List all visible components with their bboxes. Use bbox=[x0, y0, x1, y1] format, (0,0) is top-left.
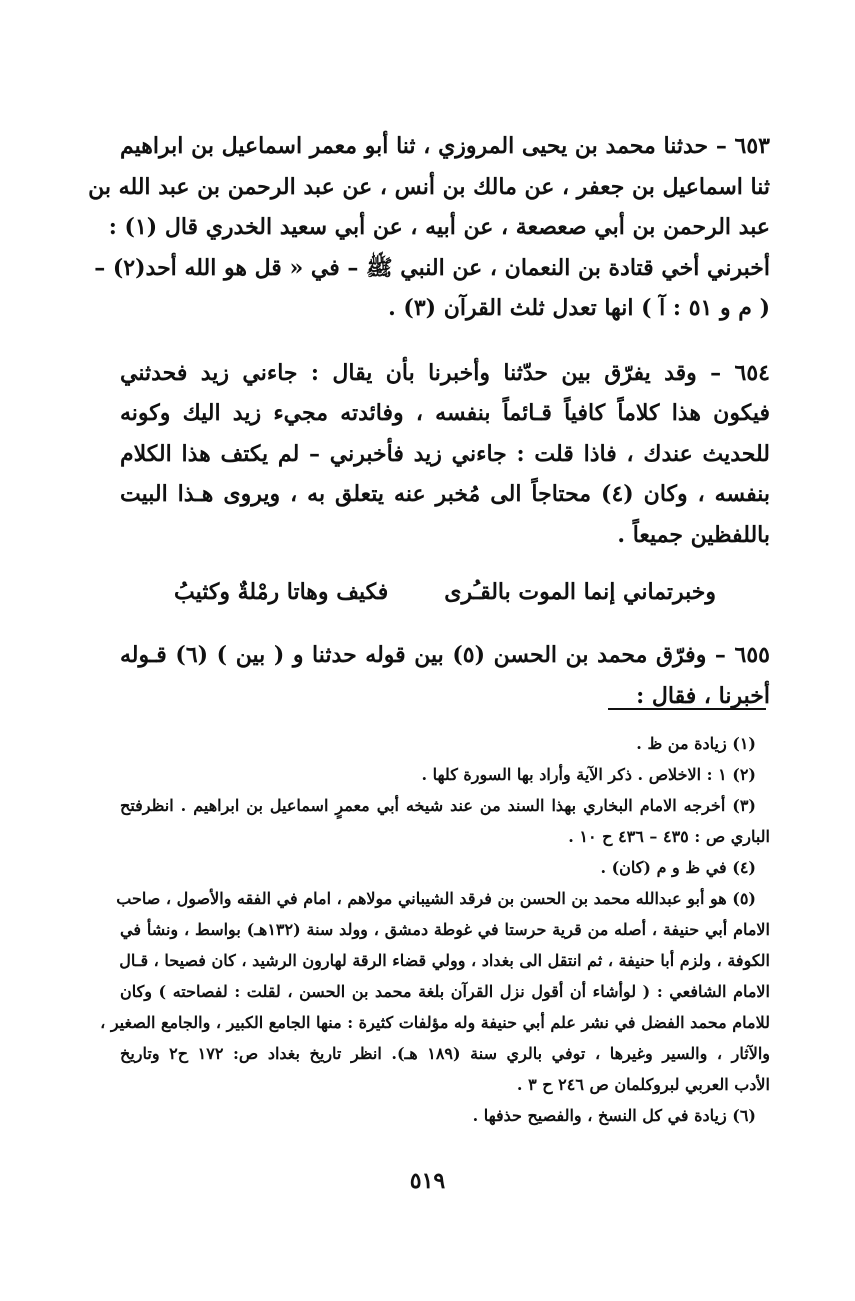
footnote-separator bbox=[608, 708, 766, 710]
page-number: ٥١٩ bbox=[409, 1168, 446, 1194]
paragraph-654 bbox=[120, 353, 770, 556]
text-line: باللفظين جميعاً . bbox=[617, 521, 770, 548]
footnote-line: (٦) زيادة في كل النسخ ، والفصيح حذفها . bbox=[472, 1106, 756, 1125]
text-line: أخبرنا ، فقال : bbox=[636, 682, 770, 709]
footnote-line: (٥) هو أبو عبدالله محمد بن الحسن بن فرقد الشيباني مولاهم ، امام في الفقه والأصول ، صاحب bbox=[116, 889, 756, 908]
text-line: ٦٥٤ – وقد يفرّق بين حدّثنا وأخبرنا بأن يقال : جاءني زيد فحدثني bbox=[120, 359, 770, 386]
paragraph-653 bbox=[88, 126, 770, 329]
footnote-line: الباري ص : ٤٣٥ – ٤٣٦ ح ١٠ . bbox=[568, 827, 770, 846]
footnote-4 bbox=[120, 852, 770, 883]
text-line: فيكون هذا كلاماً كافياً قـائماً بنفسه ، وفائدته مجيء زيد اليك وكونه bbox=[120, 400, 770, 426]
text-line: ( م و ٥١ : آ ) انها تعدل ثلث القرآن (٣) . bbox=[388, 295, 770, 321]
footnote-line: الامام الشافعي : ( لوأشاء أن أقول نزل القرآن بلغة محمد بن الحسن ، لقلت : لفصاحته ) وكان bbox=[120, 982, 770, 1001]
footnote-line: للامام محمد الفضل في نشر علم أبي حنيفة وله مؤلفات كثيرة : منها الجامع الكبير ، والجامع الصغير ، bbox=[100, 1013, 770, 1032]
poetry-verse bbox=[120, 579, 770, 605]
verse-first-hemistich: وخبرتماني إنما الموت بالقـُرى bbox=[444, 579, 716, 605]
footnote-1 bbox=[120, 728, 770, 759]
footnote-line: (٢) ١ : الاخلاص . ذكر الآية وأراد بها السورة كلها . bbox=[421, 765, 756, 784]
footnote-line: الكوفة ، ولزم أبا حنيفة ، ثم انتقل الى بغداد ، وولي قضاء الرقة لهارون الرشيد ، كان فصيحا ، قـال bbox=[119, 951, 770, 970]
verse-second-hemistich: فكيف وهاتا رمْلةٌ وكثيبُ bbox=[174, 579, 389, 605]
footnote-line: (٤) في ظ و م (كان) . bbox=[600, 858, 756, 877]
paragraph-655 bbox=[120, 635, 770, 716]
footnote-line: (٣) أخرجه الامام البخاري بهذا السند من عند شيخه أبي معمرٍ اسماعيل بن ابراهيم . انظرفتح bbox=[120, 796, 756, 815]
footnote-line: (١) زيادة من ظ . bbox=[636, 734, 756, 753]
footnote-line: والآثار ، والسير وغيرها ، توفي بالري سنة (١٨٩ هـ). انظر تاريخ بغداد ص: ١٧٢ ح٢ وتاريخ bbox=[120, 1044, 770, 1063]
footnote-2 bbox=[120, 759, 770, 790]
footnote-5 bbox=[100, 883, 771, 1100]
text-line: ٦٥٥ – وفرّق محمد بن الحسن (٥) بين قوله حدثنا و ( بين ) (٦) قـوله bbox=[120, 642, 770, 668]
text-line: عبد الرحمن بن أبي صعصعة ، عن أبيه ، عن أبي سعيد الخدري قال (١) : bbox=[108, 214, 770, 240]
main-text bbox=[88, 126, 770, 740]
footnote-line: الامام أبي حنيفة ، أصله من قرية حرستا في غوطة دمشق ، وولد سنة (١٣٢هـ) بواسط ، ونشأ في bbox=[120, 920, 771, 939]
text-line: ٦٥٣ – حدثنا محمد بن يحيى المروزي ، ثنا أبو معمر اسماعيل بن ابراهيم bbox=[120, 133, 770, 159]
text-line: أخبرني أخي قتادة بن النعمان ، عن النبي ﷺ – في « قل هو الله أحد(٢) – bbox=[94, 254, 770, 281]
footnote-3 bbox=[120, 790, 770, 852]
text-line: بنفسه ، وكان (٤) محتاجاً الى مُخبر عنه يتعلق به ، ويروى هـذا البيت bbox=[120, 481, 770, 507]
footnotes bbox=[100, 728, 771, 1131]
text-line: للحديث عندك ، فاذا قلت : جاءني زيد فأخبرني – لم يكتف هذا الكلام bbox=[120, 440, 770, 467]
text-line: ثنا اسماعيل بن جعفر ، عن مالك بن أنس ، عن عبد الرحمن بن عبد الله بن bbox=[88, 173, 770, 200]
footnote-line: الأدب العربي لبروكلمان ص ٢٤٦ ح ٣ . bbox=[516, 1075, 770, 1094]
footnote-6 bbox=[120, 1100, 770, 1131]
